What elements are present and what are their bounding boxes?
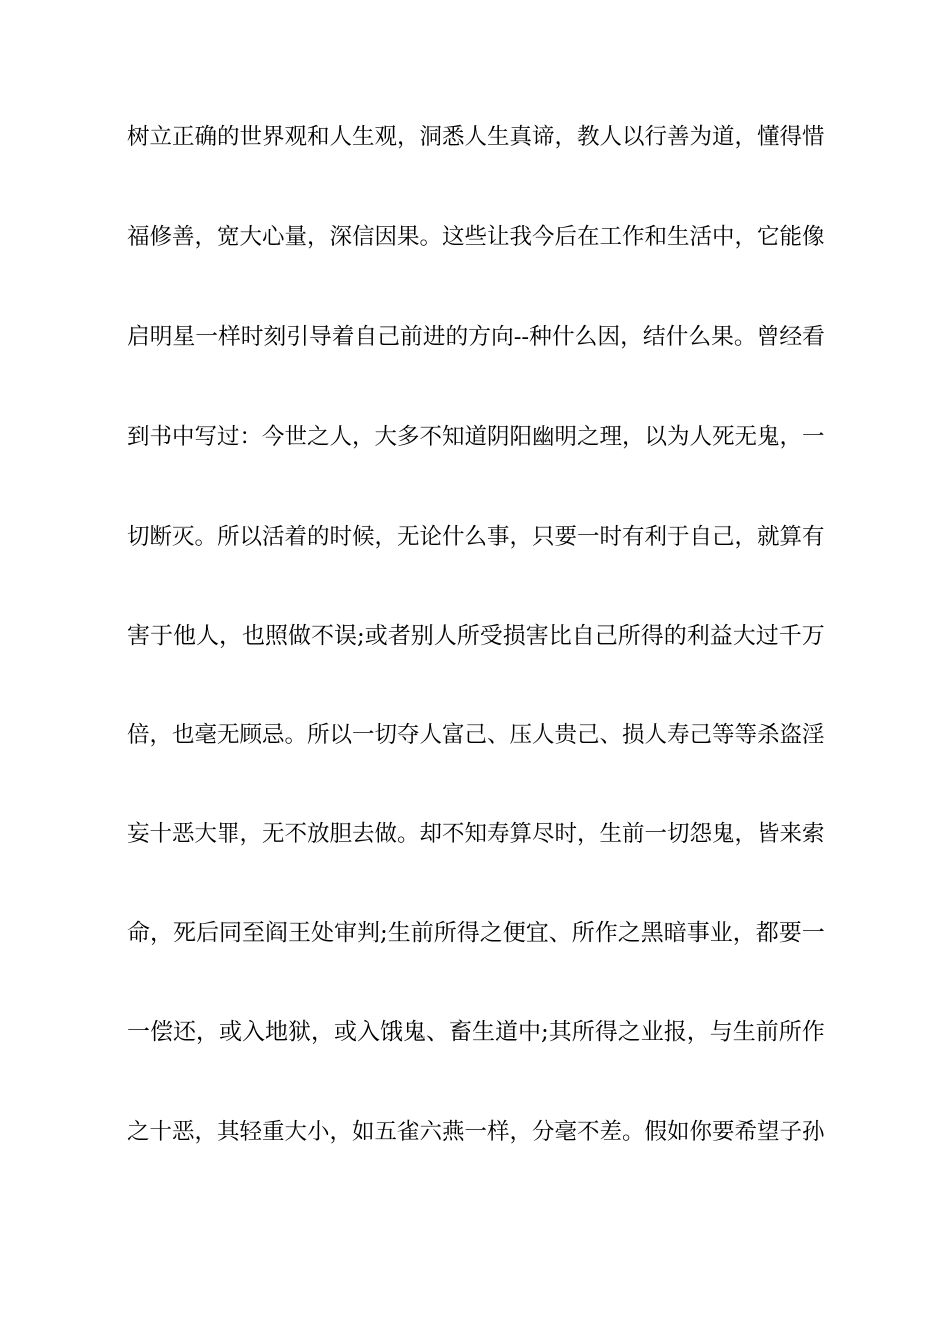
text-line: 害于他人，也照做不误;或者别人所受损害比自己所得的利益大过千万 [127,623,825,649]
text-line: 命，死后同至阎王处审判;生前所得之便宜、所作之黑暗事业，都要一 [127,920,825,946]
text-line: 到书中写过：今世之人，大多不知道阴阳幽明之理，以为人死无鬼，一 [127,424,825,450]
text-line: 福修善，宽大心量，深信因果。这些让我今后在工作和生活中，它能像 [127,224,825,250]
text-line: 之十恶，其轻重大小，如五雀六燕一样，分毫不差。假如你要希望子孙 [127,1119,825,1145]
text-line: 树立正确的世界观和人生观，洞悉人生真谛，教人以行善为道，懂得惜 [127,124,825,150]
text-line: 一偿还，或入地狱，或入饿鬼、畜生道中;其所得之业报，与生前所作 [127,1019,825,1045]
text-line: 倍，也毫无顾忌。所以一切夺人富己、压人贵己、损人寿己等等杀盗淫 [127,722,825,748]
text-line: 启明星一样时刻引导着自己前进的方向--种什么因，结什么果。曾经看 [127,324,825,350]
text-line: 妄十恶大罪，无不放胆去做。却不知寿算尽时，生前一切怨鬼，皆来索 [127,821,825,847]
text-line: 切断灭。所以活着的时候，无论什么事，只要一时有利于自己，就算有 [127,524,825,550]
